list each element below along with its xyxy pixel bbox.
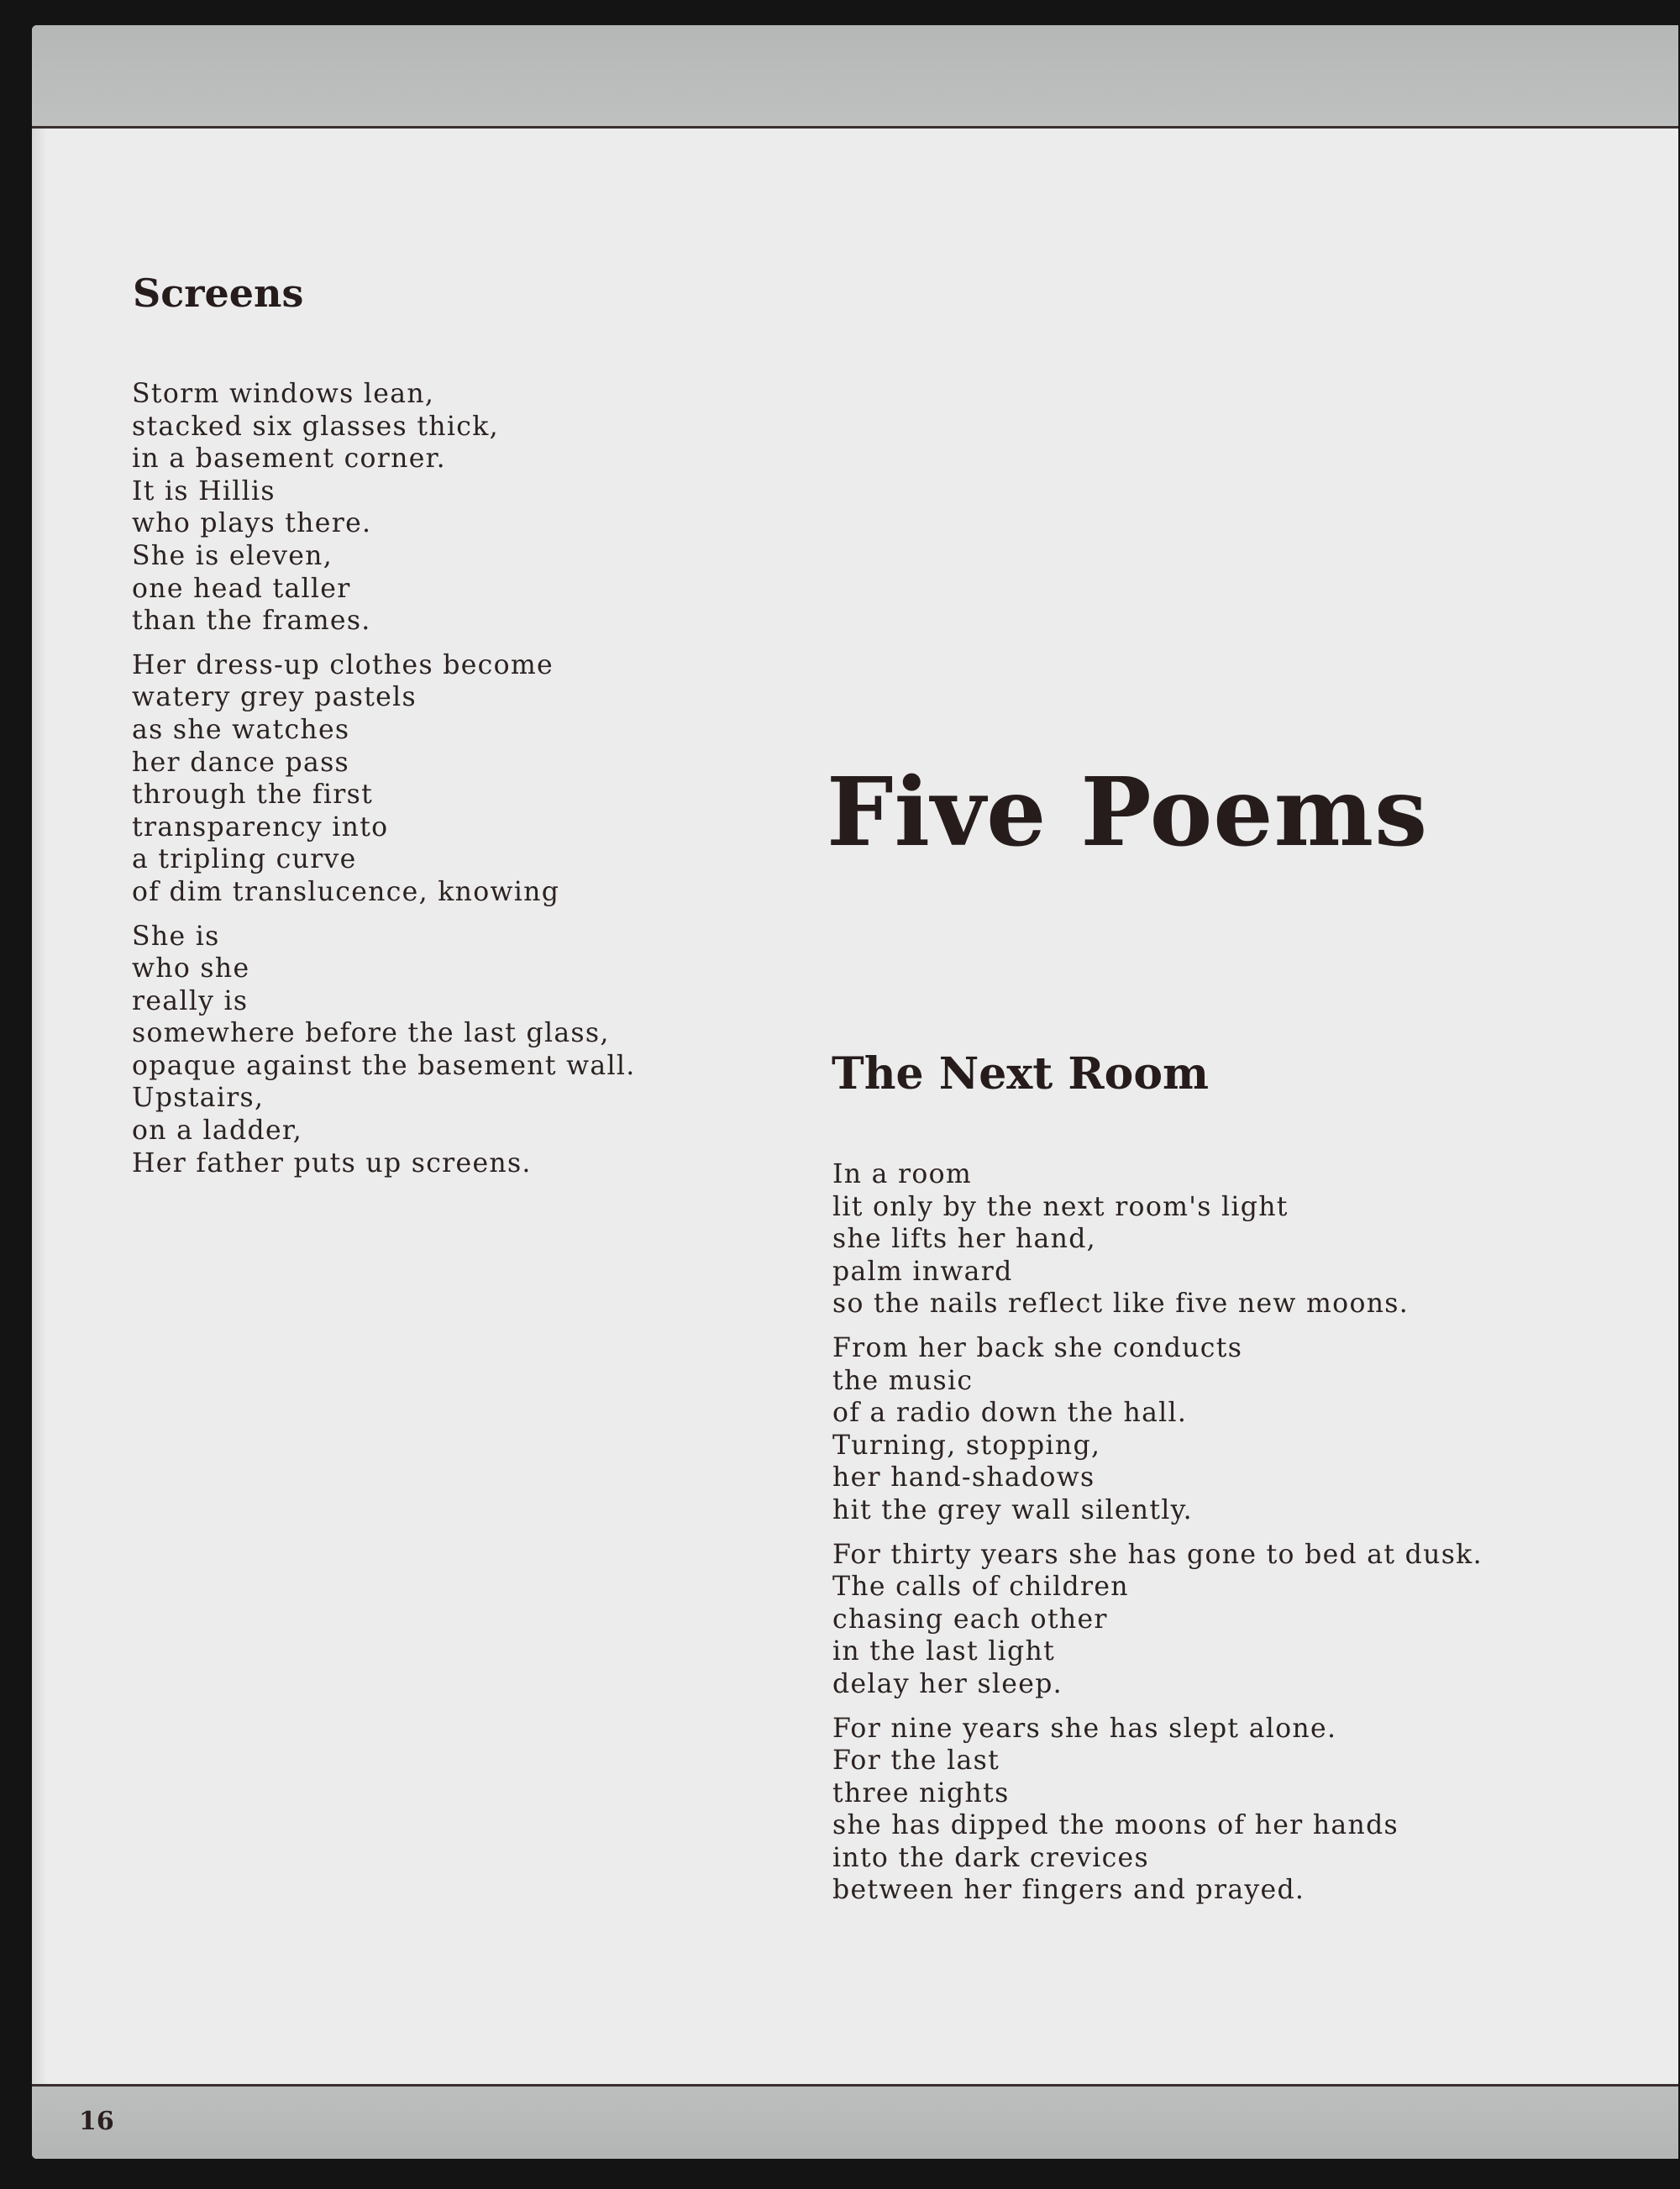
poem-line: through the first [132,780,374,811]
poem-line: three nights [832,1777,1010,1808]
stanza [832,1332,1483,1527]
poem-line: opaque against the basement wall. [132,1050,636,1081]
poem-line: delay her sleep. [832,1668,1063,1699]
poem-line: her hand-shadows [832,1462,1095,1493]
poem-line: hit the grey wall silently. [832,1494,1193,1525]
poem-line: her dance pass [132,747,350,778]
poem-line: as she watches [132,714,350,745]
poem-line: somewhere before the last glass, [132,1018,610,1049]
page-edge-shadow [32,25,47,2159]
poem-line: In a room [832,1159,973,1189]
poem-line: than the frames. [132,606,371,637]
top-band [32,25,1678,129]
poem-line: Her father puts up screens. [132,1147,532,1178]
poem-line: in the last light [832,1636,1056,1667]
poem-line: watery grey pastels [132,682,417,713]
poem-line: For thirty years she has gone to bed at dusk. [832,1539,1483,1570]
page-number: 16 [79,2107,114,2136]
poem-line: She is eleven, [132,540,333,571]
stanza [832,1158,1483,1320]
poem-line: lit only by the next room's light [832,1191,1289,1222]
section-heading: Five Poems [827,758,1429,868]
poem-line: on a ladder, [132,1115,303,1147]
poem-line: a tripling curve [132,844,357,875]
poem-line: of a radio down the hall. [832,1398,1188,1429]
poem-line: It is Hillis [132,475,276,507]
poem-line: so the nails reflect like five new moons. [832,1289,1410,1320]
poem-line: Her dress-up clothes become [132,649,554,680]
stanza [832,1713,1483,1908]
poem-line: chasing each other [832,1604,1108,1635]
poem-body-next-room [832,1158,1483,1919]
poem-line: Upstairs, [132,1083,265,1114]
book-page [32,25,1678,2159]
poem-line: who she [132,953,250,984]
poem-line: in a basement corner. [132,444,446,475]
poem-line: Turning, stopping, [832,1430,1101,1461]
poem-line: who plays there. [132,508,372,539]
poem-line: transparency into [132,811,389,843]
poem-title-screens: Screens [133,270,304,316]
stanza [132,649,636,909]
poem-line: stacked six glasses thick, [132,411,499,442]
stanza [132,378,636,638]
poem-line: The calls of children [832,1572,1129,1603]
poem-line: of dim translucence, knowing [132,876,560,907]
poem-line: For the last [832,1745,1000,1777]
poem-line: palm inward [832,1256,1013,1287]
poem-line: between her fingers and prayed. [832,1875,1305,1906]
poem-line: For nine years she has slept alone. [832,1713,1337,1744]
poem-line: She is [132,921,220,952]
poem-line: really is [132,985,249,1016]
stanza [832,1539,1483,1701]
poem-line: one head taller [132,573,351,604]
poem-line: Storm windows lean, [132,379,435,409]
stanza [132,921,636,1180]
poem-line: From her back she conducts [832,1332,1243,1363]
poem-line: the music [832,1365,974,1396]
poem-line: she lifts her hand, [832,1224,1096,1255]
poem-title-next-room: The Next Room [832,1048,1210,1100]
poem-line: into the dark crevices [832,1842,1149,1873]
poem-line: she has dipped the moons of her hands [832,1810,1399,1841]
bottom-band [32,2084,1678,2159]
poem-body-screens [132,378,636,1191]
